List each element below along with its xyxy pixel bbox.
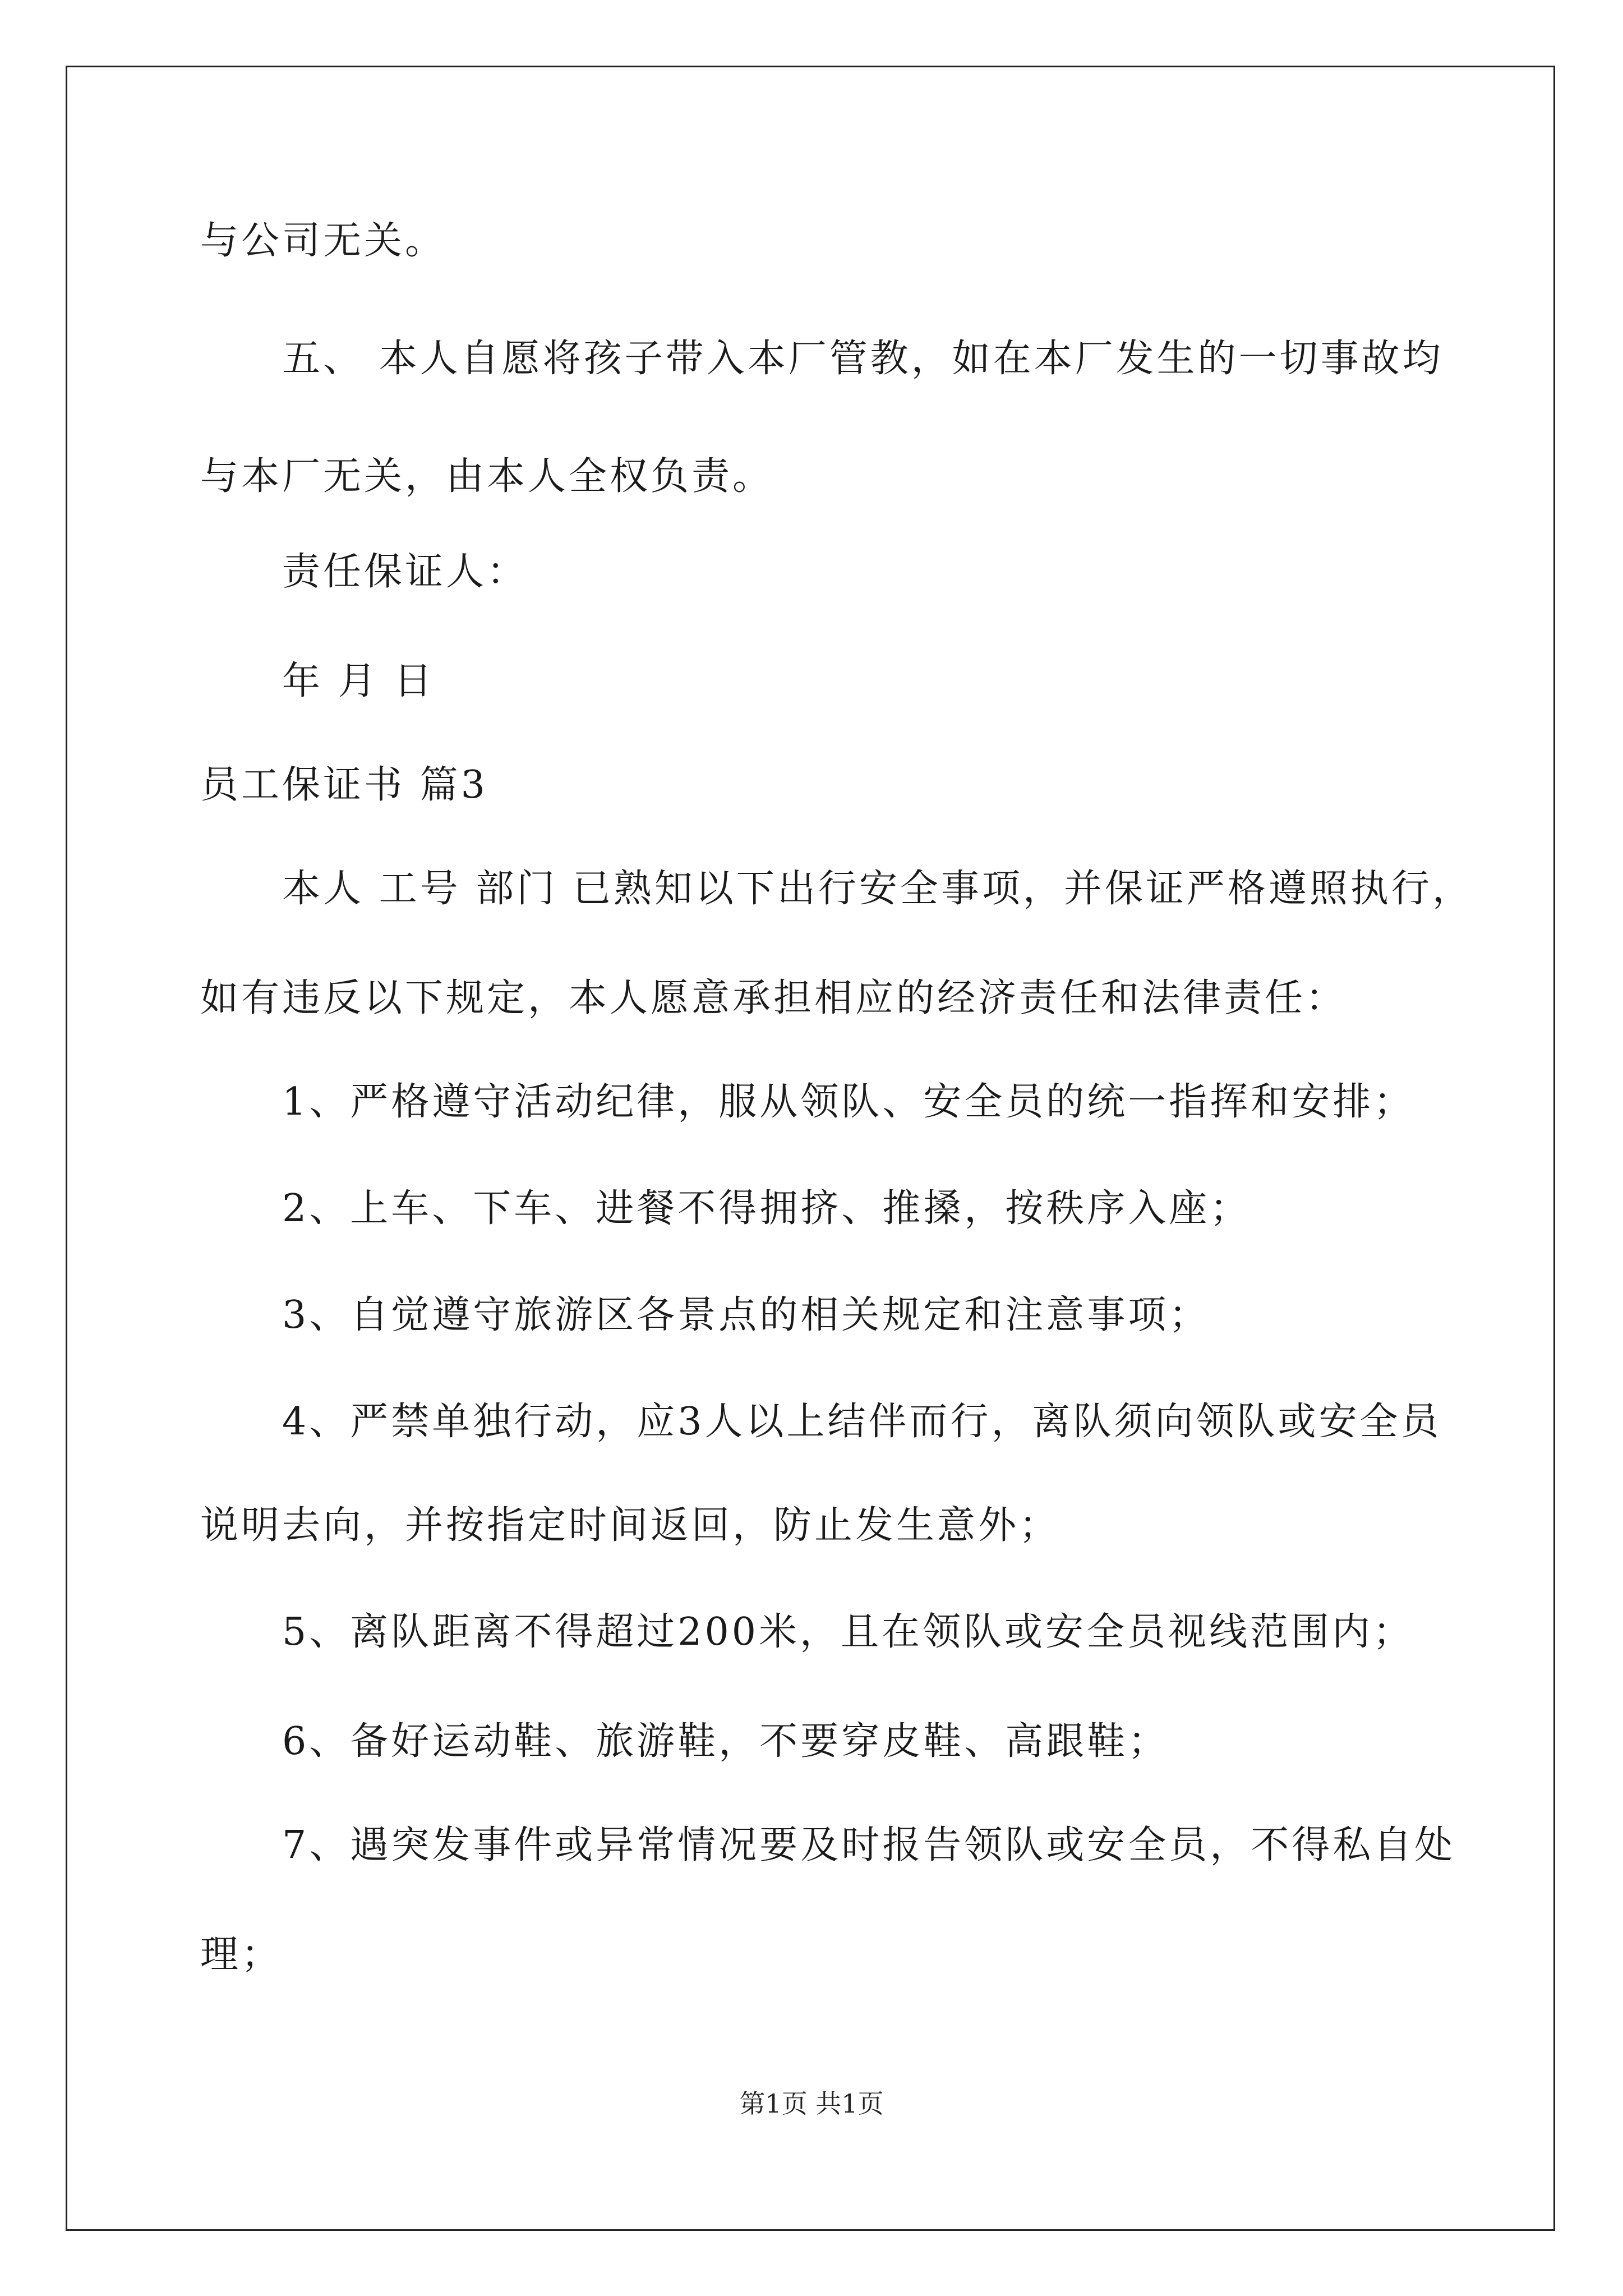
paragraph-line: 如有违反以下规定，本人愿意承担相应的经济责任和法律责任：: [200, 976, 1347, 1020]
list-item: 7、遇突发事件或异常情况要及时报告领队或安全员，不得私自处: [282, 1823, 1456, 1867]
list-item: 2、上车、下车、进餐不得拥挤、推搡，按秩序入座；: [282, 1186, 1251, 1231]
list-item: 3、自觉遵守旅游区各景点的相关规定和注意事项；: [282, 1293, 1210, 1337]
list-item: 6、备好运动鞋、旅游鞋，不要穿皮鞋、高跟鞋；: [282, 1719, 1169, 1764]
page-border: [66, 66, 1555, 2231]
paragraph-line: 责任保证人：: [282, 550, 528, 594]
list-item: 4、严禁单独行动，应3人以上结伴而行，离队须向领队或安全员: [282, 1400, 1442, 1444]
paragraph-line: 五、 本人自愿将孩子带入本厂管教，如在本厂发生的一切事故均: [282, 337, 1444, 381]
section-heading: 员工保证书 篇3: [200, 763, 488, 807]
paragraph-line: 本人 工号 部门 已熟知以下出行安全事项，并保证严格遵照执行，: [282, 867, 1473, 911]
list-item: 1、严格遵守活动纪律，服从领队、安全员的统一指挥和安排；: [282, 1080, 1415, 1124]
paragraph-line: 理；: [200, 1932, 283, 1977]
list-item: 5、离队距离不得超过200米，且在领队或安全员视线范围内；: [282, 1610, 1414, 1654]
paragraph-line: 年 月 日: [282, 659, 435, 703]
paragraph-line: 与本厂无关，由本人全权负责。: [200, 454, 774, 499]
paragraph-line: 说明去向，并按指定时间返回，防止发生意外；: [200, 1503, 1061, 1548]
page-footer: 第1页 共1页: [739, 2088, 884, 2119]
paragraph-line: 与公司无关。: [200, 219, 446, 263]
